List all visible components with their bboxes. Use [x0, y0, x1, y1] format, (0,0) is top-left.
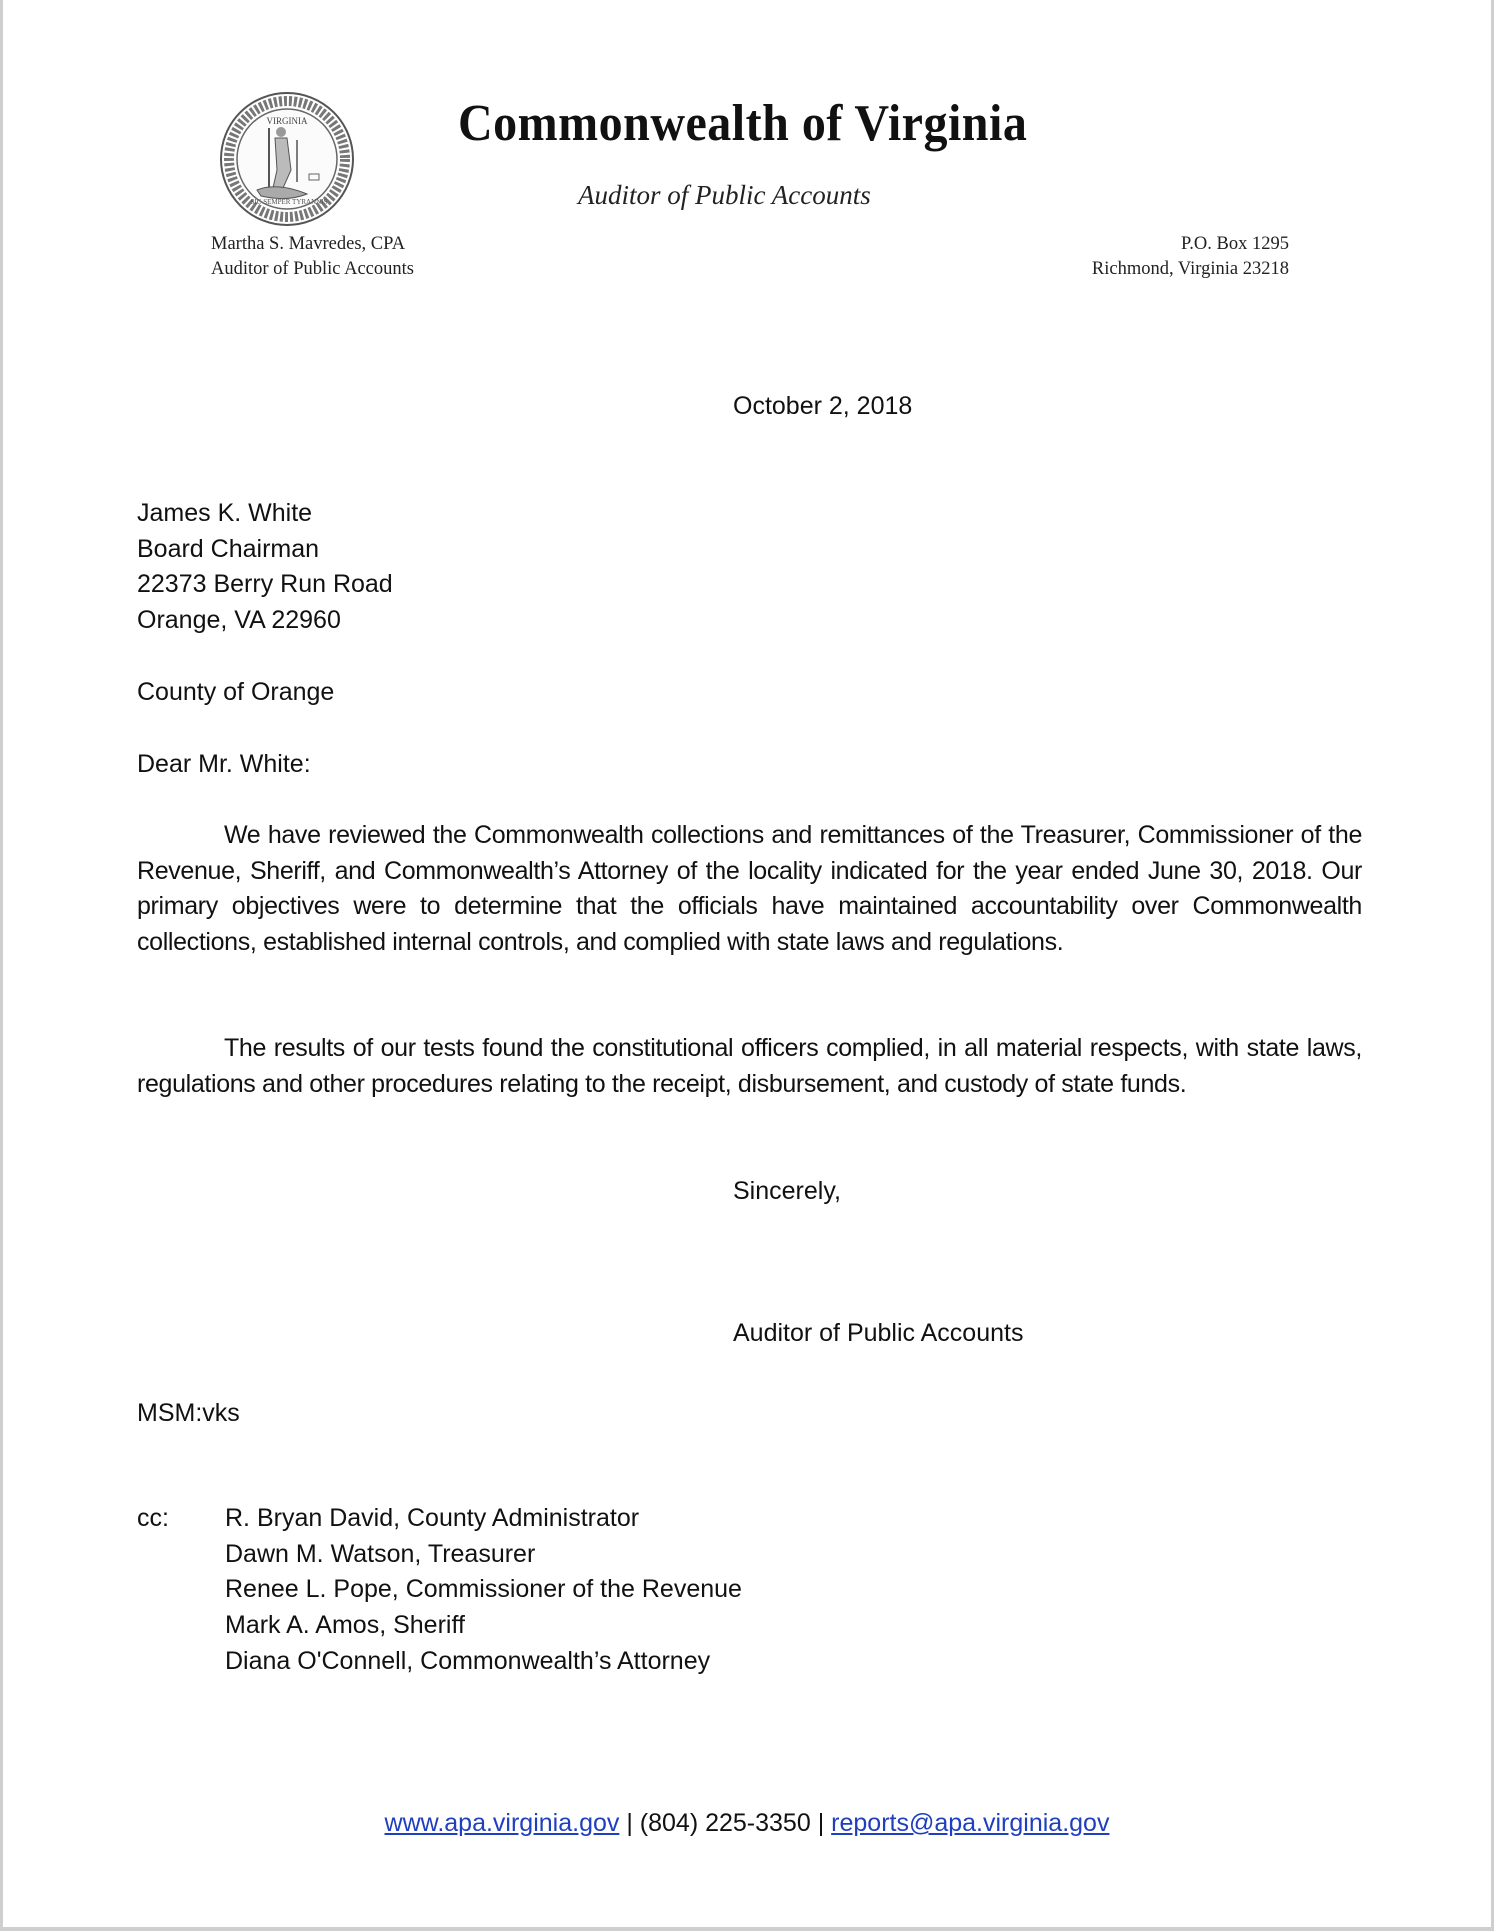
letter-date: October 2, 2018: [733, 392, 913, 420]
svg-text:VIRGINIA: VIRGINIA: [266, 116, 308, 126]
recipient-street: 22373 Berry Run Road: [137, 570, 393, 599]
signature-line: Auditor of Public Accounts: [733, 1319, 1024, 1347]
closing: Sincerely,: [733, 1177, 841, 1205]
locality: County of Orange: [137, 678, 335, 706]
separator: |: [626, 1809, 633, 1837]
cc-recipient: Dawn M. Watson, Treasurer: [225, 1539, 536, 1568]
cc-label: cc:: [137, 1504, 169, 1532]
letterhead-subtitle: Auditor of Public Accounts: [578, 180, 871, 210]
recipient-city: Orange, VA 22960: [137, 606, 341, 635]
city-state-zip: Richmond, Virginia 23218: [1091, 259, 1289, 279]
reference-initials: MSM:vks: [137, 1399, 240, 1427]
salutation: Dear Mr. White:: [137, 750, 311, 778]
cc-recipient: Diana O'Connell, Commonwealth’s Attorney: [225, 1646, 711, 1675]
email-link[interactable]: reports@apa.virginia.gov: [831, 1809, 1110, 1837]
paragraph-text: The results of our tests found the constitutional officers complied, in all material respects, with state laws, regulations and other procedures relating to the receipt, disbursement, and custody of state funds.: [137, 1034, 1362, 1098]
separator: |: [817, 1809, 825, 1837]
recipient-title: Board Chairman: [137, 534, 320, 563]
footer-contact: [3, 1806, 1491, 1842]
cc-recipient: Renee L. Pope, Commissioner of the Revenue: [225, 1575, 742, 1604]
virginia-seal-icon: [217, 90, 357, 228]
recipient-name: James K. White: [137, 499, 313, 527]
body-paragraph-2: [137, 1031, 1362, 1102]
letter-page: [3, 0, 1491, 1927]
body-paragraph-1: [137, 818, 1362, 961]
cc-list: [225, 1501, 742, 1680]
auditor-name: Martha S. Mavredes, CPA: [211, 234, 406, 254]
po-box: P.O. Box 1295: [1181, 234, 1289, 254]
website-link[interactable]: www.apa.virginia.gov: [384, 1809, 620, 1837]
auditor-block: [211, 232, 414, 282]
phone-number: (804) 225-3350: [639, 1809, 811, 1837]
svg-text:SIC SEMPER TYRANNIS: SIC SEMPER TYRANNIS: [250, 198, 328, 206]
recipient-address: [137, 496, 393, 639]
letterhead-title: Commonwealth of Virginia: [458, 94, 1028, 153]
auditor-title: Auditor of Public Accounts: [211, 259, 414, 279]
office-address-block: [1092, 232, 1289, 282]
cc-recipient: R. Bryan David, County Administrator: [225, 1504, 640, 1532]
cc-recipient: Mark A. Amos, Sheriff: [225, 1611, 465, 1640]
paragraph-text: We have reviewed the Commonwealth collections and remittances of the Treasurer, Commissioner of the Revenue, Sheriff, and Commonwealth’s Attorney of the locality indicated for the year ended June 30, 2018. Our primary objectives were to determine that the officials have maintained accountability over Commonwealth collections, established internal controls, and complied with state laws and regulations.: [137, 821, 1362, 957]
